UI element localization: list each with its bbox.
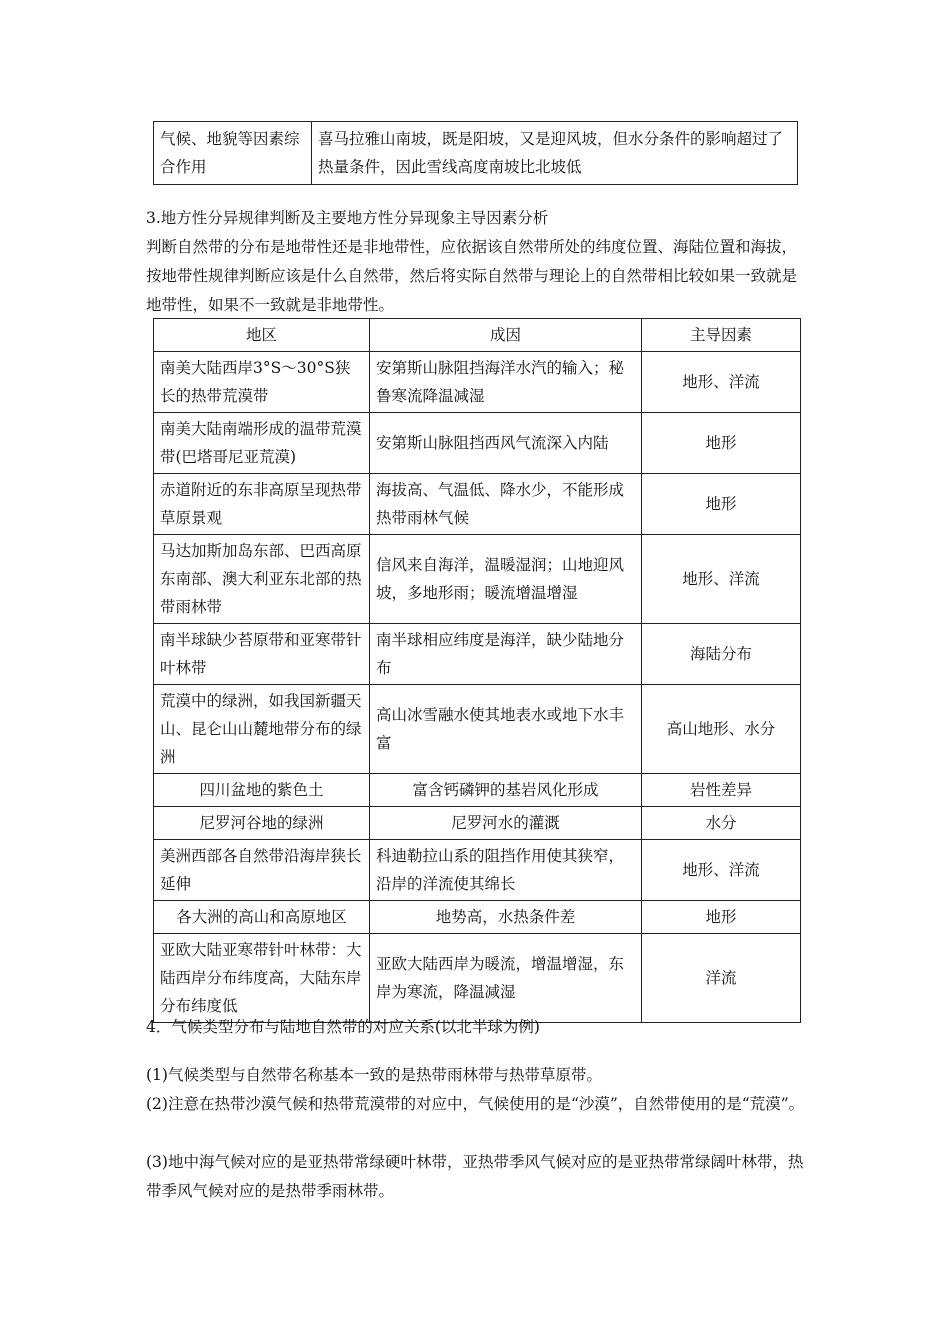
factor-cell: 地形 xyxy=(642,413,801,474)
section-3-body: 判断自然带的分布是地带性还是非地带性，应依据该自然带所处的纬度位置、海陆位置和海拔，按地带性规律判断应该是什么自然带，然后将实际自然带与理论上的自然带相比较如果一致就是地带性，如果不一致就是非地带性。 xyxy=(146,238,798,314)
section-4-point-3: (3)地中海气候对应的是亚热带常绿硬叶林带，亚热带季风气候对应的是亚热带常绿阔叶林带，热带季风气候对应的是热带季雨林带。 xyxy=(146,1153,804,1200)
table-row xyxy=(154,413,801,474)
region-cell: 荒漠中的绿洲，如我国新疆天山、昆仑山山麓地带分布的绿洲 xyxy=(154,685,370,774)
region-cell: 四川盆地的紫色土 xyxy=(154,774,370,807)
region-cell: 各大洲的高山和高原地区 xyxy=(154,901,370,934)
factor-cell: 地形 xyxy=(642,901,801,934)
cause-cell: 尼罗河水的灌溉 xyxy=(370,807,642,840)
cause-cell: 亚欧大陆西岸为暖流，增温增湿，东岸为寒流，降温减湿 xyxy=(370,934,642,1023)
table-row xyxy=(154,352,801,413)
section-4-point-1: (1)气候类型与自然带名称基本一致的是热带雨林带与热带草原带。 xyxy=(146,1066,602,1084)
table-cell: 气候、地貌等因素综合作用 xyxy=(154,122,312,185)
column-header: 地区 xyxy=(154,319,370,352)
cause-cell: 科迪勒拉山系的阻挡作用使其狭窄，沿岸的洋流使其绵长 xyxy=(370,840,642,901)
factor-cell: 地形、洋流 xyxy=(642,352,801,413)
cause-cell: 南半球相应纬度是海洋，缺少陆地分布 xyxy=(370,624,642,685)
section-4-heading: 4．气候类型分布与陆地自然带的对应关系(以北半球为例) xyxy=(146,1018,540,1036)
table-row xyxy=(154,934,801,1023)
table-row xyxy=(154,474,801,535)
cause-cell: 信风来自海洋，温暖湿润；山地迎风坡，多地形雨；暖流增温增湿 xyxy=(370,535,642,624)
table-row xyxy=(154,122,798,185)
cause-cell: 高山冰雪融水使其地表水或地下水丰富 xyxy=(370,685,642,774)
factor-cell: 海陆分布 xyxy=(642,624,801,685)
table-row xyxy=(154,624,801,685)
region-cell: 美洲西部各自然带沿海岸狭长延伸 xyxy=(154,840,370,901)
factor-cell: 洋流 xyxy=(642,934,801,1023)
region-cell: 亚欧大陆亚寒带针叶林带：大陆西岸分布纬度高，大陆东岸分布纬度低 xyxy=(154,934,370,1023)
cause-cell: 海拔高、气温低、降水少，不能形成热带雨林气候 xyxy=(370,474,642,535)
table-row xyxy=(154,685,801,774)
region-cell: 赤道附近的东非高原呈现热带草原景观 xyxy=(154,474,370,535)
table-row xyxy=(154,807,801,840)
column-header: 主导因素 xyxy=(642,319,801,352)
table-cell: 喜马拉雅山南坡，既是阳坡，又是迎风坡，但水分条件的影响超过了热量条件，因此雪线高度南坡比北坡低 xyxy=(312,122,798,185)
section-4-point-2: (2)注意在热带沙漠气候和热带荒漠带的对应中，气候使用的是“沙漠”，自然带使用的是“荒漠”。 xyxy=(146,1095,805,1113)
top-table xyxy=(153,121,798,185)
factor-table xyxy=(153,318,801,1023)
table-row xyxy=(154,535,801,624)
factor-cell: 地形、洋流 xyxy=(642,840,801,901)
section-3-heading: 3.地方性分异规律判断及主要地方性分异现象主导因素分析 xyxy=(146,209,549,227)
region-cell: 南美大陆南端形成的温带荒漠带(巴塔哥尼亚荒漠) xyxy=(154,413,370,474)
factor-cell: 水分 xyxy=(642,807,801,840)
factor-cell: 岩性差异 xyxy=(642,774,801,807)
table-row xyxy=(154,840,801,901)
region-cell: 南美大陆西岸3°S～30°S狭长的热带荒漠带 xyxy=(154,352,370,413)
table-row xyxy=(154,901,801,934)
cause-cell: 地势高，水热条件差 xyxy=(370,901,642,934)
column-header: 成因 xyxy=(370,319,642,352)
region-cell: 尼罗河谷地的绿洲 xyxy=(154,807,370,840)
region-cell: 南半球缺少苔原带和亚寒带针叶林带 xyxy=(154,624,370,685)
factor-cell: 地形 xyxy=(642,474,801,535)
table-header-row xyxy=(154,319,801,352)
region-cell: 马达加斯加岛东部、巴西高原东南部、澳大利亚东北部的热带雨林带 xyxy=(154,535,370,624)
cause-cell: 富含钙磷钾的基岩风化形成 xyxy=(370,774,642,807)
cause-cell: 安第斯山脉阻挡西风气流深入内陆 xyxy=(370,413,642,474)
factor-cell: 地形、洋流 xyxy=(642,535,801,624)
factor-cell: 高山地形、水分 xyxy=(642,685,801,774)
table-row xyxy=(154,774,801,807)
cause-cell: 安第斯山脉阻挡海洋水汽的输入；秘鲁寒流降温减湿 xyxy=(370,352,642,413)
